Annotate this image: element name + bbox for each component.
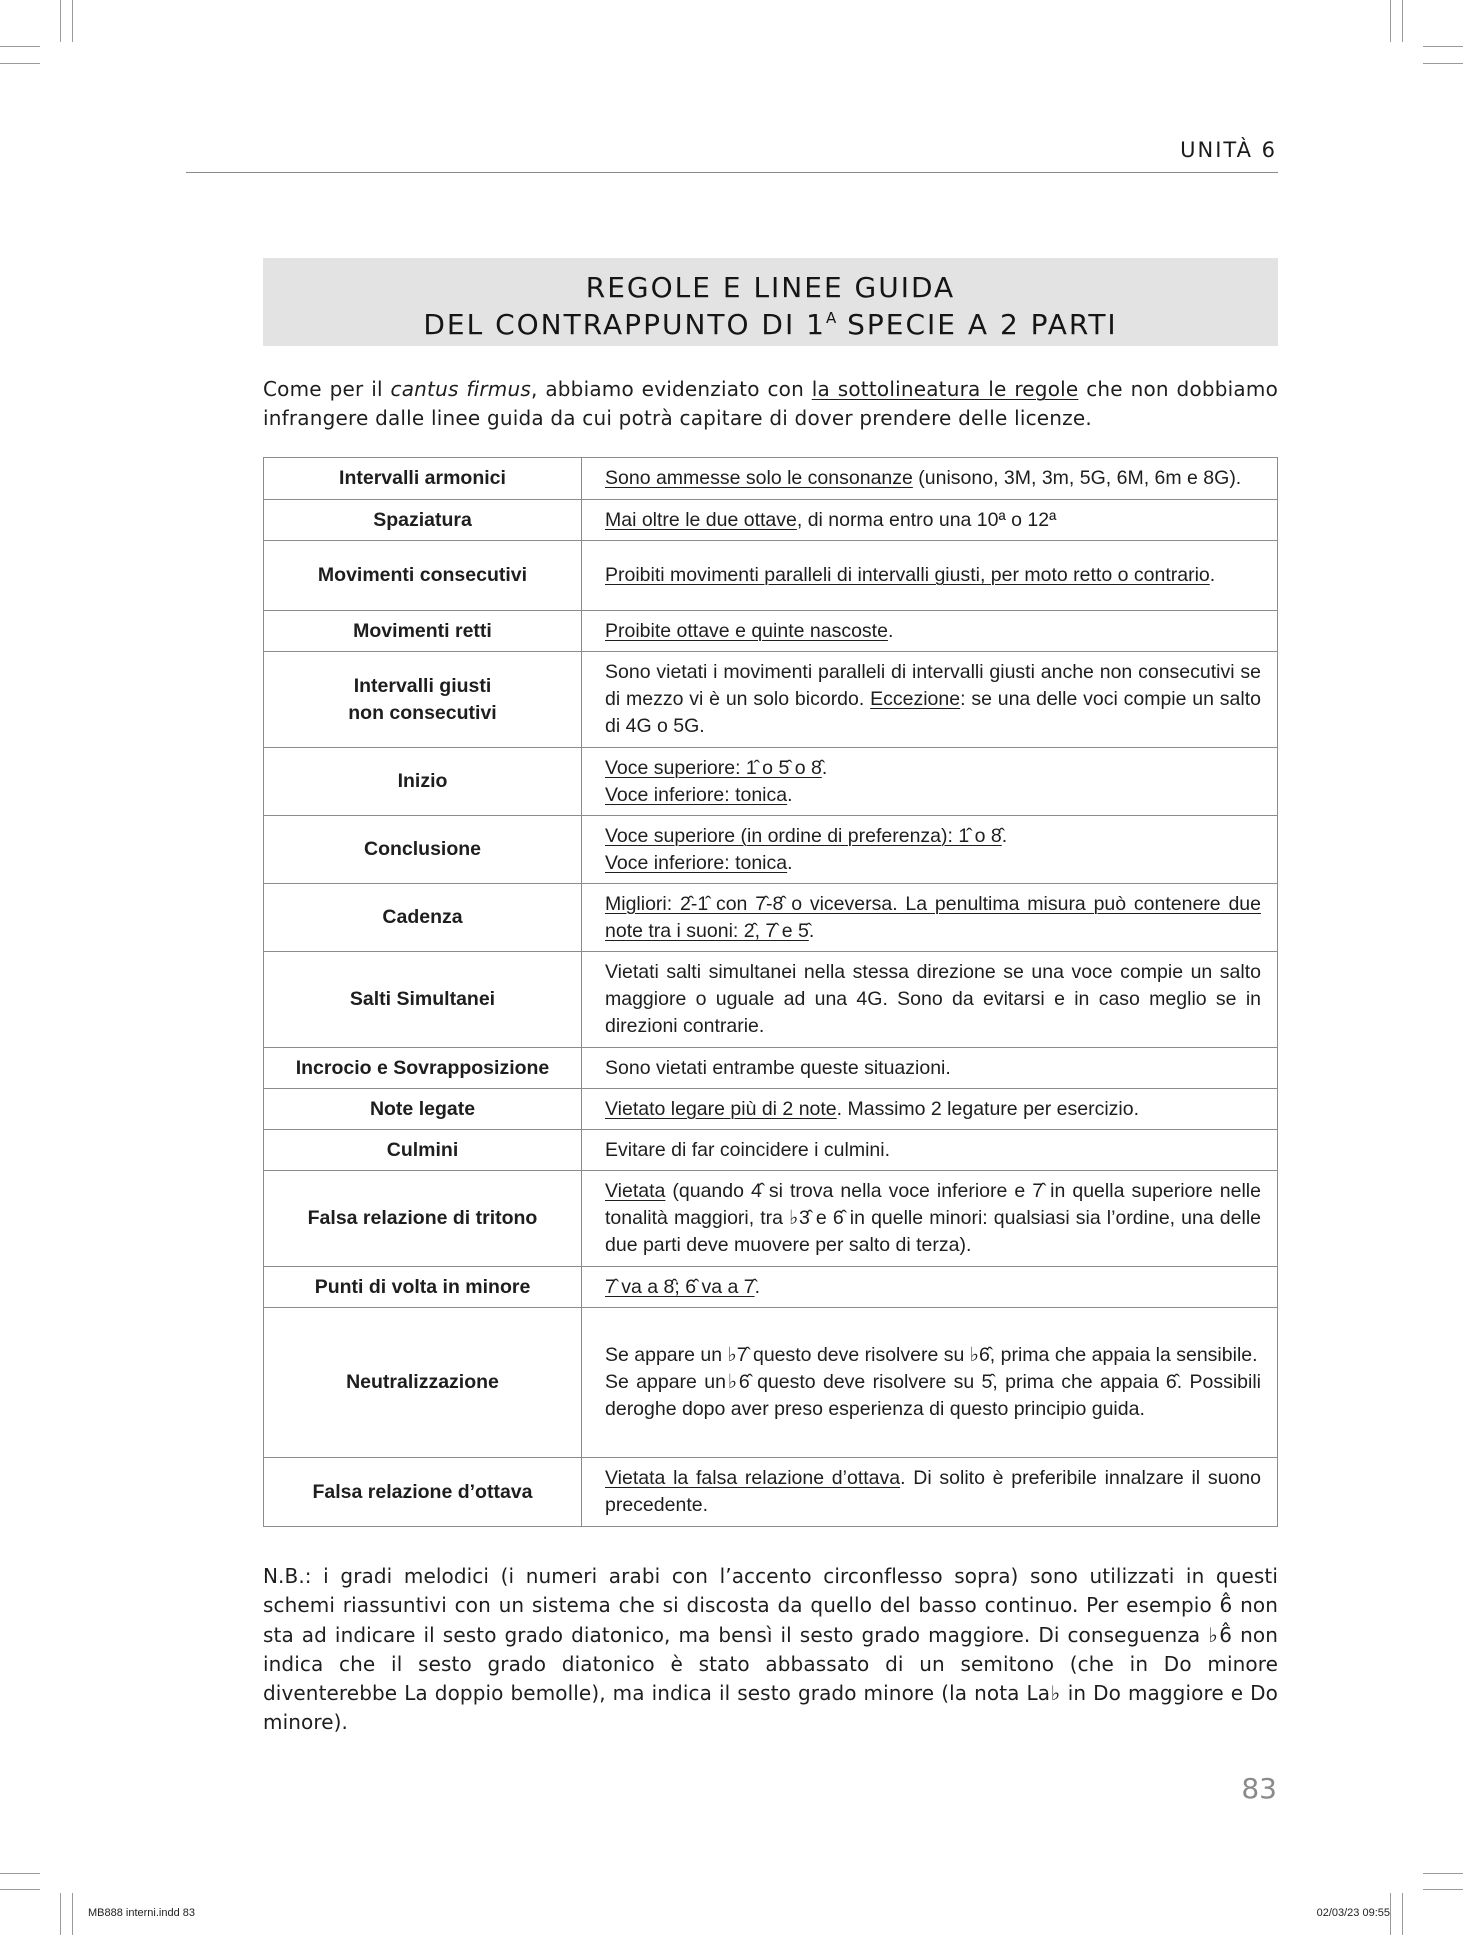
rule-description-run: Eccezione [870, 688, 961, 710]
title-line-2 [263, 303, 1278, 340]
title-line-2-text: DEL CONTRAPPUNTO DI 1 [423, 308, 826, 341]
crop-mark [1423, 46, 1463, 47]
header-divider [186, 172, 1278, 173]
rule-name: Conclusione [264, 816, 582, 884]
rule-name: Intervalli armonici [264, 458, 582, 500]
rule-row [264, 1089, 1278, 1130]
rule-description-run: . [787, 783, 793, 806]
rule-description-run: Vietati salti simultanei nella stessa direzione se una voce compie un salto maggiore o uguale ad una 4G. Sono da evitarsi e in caso meglio se in direzioni contrarie. [605, 961, 1261, 1037]
crop-mark [1423, 1889, 1463, 1890]
rules-table [263, 457, 1278, 1527]
nb-note: N.B.: i gradi melodici (i numeri arabi con l’accento circonflesso sopra) sono utilizzati in questi schemi riassuntivi con un sistema che si discosta da quello del basso continuo. Per esempio 6̂ non sta ad indicare il sesto grado diatonico, ma bensì il sesto grado maggiore. Di conseguenza ♭6̂ non indica che il sesto grado diatonico è stato abbassato di un semitono (che in Do minore diventerebbe La doppio bemolle), ma indica il sesto grado minore (la nota La♭ in Do maggiore e Do minore). [263, 1564, 1278, 1735]
rule-name: Movimenti retti [264, 611, 582, 652]
running-header: UNITÀ 6 [1180, 138, 1277, 162]
crop-mark [72, 0, 73, 42]
rule-description-run: (quando 4̂ si trova nella voce inferiore e 7̂ in quella superiore nelle tonalità maggiori, tra ♭3̂ e 6̂ in quelle minori: qualsiasi sia l’ordine, una delle due parti deve muovere per salto di terza). [605, 1180, 1261, 1256]
footer-date: 02/03/23 09:55 [1316, 1907, 1390, 1919]
footer-filename: MB888 interni.indd 83 [88, 1907, 196, 1919]
rule-description-run: (unisono, 3M, 3m, 5G, 6M, 6m e 8G). [912, 467, 1242, 489]
crop-mark [72, 1893, 73, 1935]
rule-name: Falsa relazione d’ottava [264, 1458, 582, 1527]
rule-name: Intervalli giusti non consecutivi [264, 652, 582, 748]
rule-row [264, 1308, 1278, 1458]
rule-name: Spaziatura [264, 500, 582, 541]
rule-row [264, 884, 1278, 952]
crop-mark [1402, 1893, 1403, 1935]
rule-description [582, 541, 1278, 611]
intro-run: cantus firmus [390, 377, 531, 401]
rule-description-run: . [887, 619, 894, 642]
rule-row [264, 1171, 1278, 1267]
rule-description [582, 1267, 1278, 1308]
rule-name: Falsa relazione di tritono [264, 1171, 582, 1267]
rule-name: Culmini [264, 1130, 582, 1171]
section-title [263, 258, 1278, 346]
crop-mark [0, 63, 40, 64]
rule-description-run: Proibite ottave e quinte nascoste [605, 619, 888, 642]
rule-row [264, 1048, 1278, 1089]
rule-name: Neutralizzazione [264, 1308, 582, 1458]
rule-description [582, 1308, 1278, 1458]
rule-description-run: . [821, 756, 828, 779]
crop-mark [0, 46, 40, 47]
rule-description-run: . [787, 851, 793, 874]
rule-description [582, 884, 1278, 952]
rule-description-run: . [1209, 564, 1216, 586]
rule-name: Movimenti consecutivi [264, 541, 582, 611]
intro-run: la sottolineatura le regole [811, 377, 1079, 401]
rule-description [582, 652, 1278, 748]
rule-description [582, 816, 1278, 884]
rule-row [264, 1130, 1278, 1171]
crop-mark [60, 1893, 61, 1935]
rule-description-run: Vietato legare più di 2 note [605, 1097, 837, 1120]
rule-description-run: Mai oltre le due ottave [605, 508, 797, 531]
rule-description-run: 7̂ va a 8̂; 6̂ va a 7̂ [605, 1275, 755, 1298]
rule-description-run: Se appare un♭6̂ questo deve risolvere su 5̂, prima che appaia 6̂. Possibili deroghe dopo aver preso esperienza di questo principio guida. [605, 1371, 1261, 1420]
rule-description-run: Vietata la falsa relazione d’ottava [605, 1467, 901, 1489]
rule-name: Note legate [264, 1089, 582, 1130]
rule-description-run: Voce inferiore: tonica [605, 783, 788, 806]
title-line-1: REGOLE E LINEE GUIDA [585, 271, 956, 304]
rule-description-run: . [754, 1275, 761, 1298]
rule-description-run: Voce superiore: 1̂ o 5̂ o 8̂ [605, 756, 822, 779]
rule-description [582, 1130, 1278, 1171]
title-superscript: A [825, 309, 837, 327]
rule-row [264, 541, 1278, 611]
intro-run: che non dobbiamo infrangere dalle linee guida da cui potrà capitare di dover prendere delle licenze. [263, 377, 1278, 430]
rule-description-run: . [1001, 824, 1008, 847]
rule-description-run: . Massimo 2 legature per esercizio. [836, 1097, 1140, 1120]
rule-row [264, 652, 1278, 748]
page-number: 83 [1241, 1772, 1277, 1805]
rule-name: Inizio [264, 748, 582, 816]
rule-name: Cadenza [264, 884, 582, 952]
rule-description-run: Proibiti movimenti paralleli di intervalli giusti, per moto retto o contrario [605, 564, 1210, 586]
rule-name: Salti Simultanei [264, 952, 582, 1048]
crop-mark [0, 1873, 40, 1874]
rule-name: Incrocio e Sovrapposizione [264, 1048, 582, 1089]
crop-mark [60, 0, 61, 42]
title-line-2-end: SPECIE A 2 PARTI [836, 308, 1118, 341]
rule-row [264, 816, 1278, 884]
rule-row [264, 500, 1278, 541]
rule-description [582, 1048, 1278, 1089]
rule-description-run: Migliori: 2̂-1̂ con 7̂-8̂ o viceversa. La penultima misura può contenere due note tra i suoni: 2̂, 7̂ e 5̂ [605, 892, 1261, 942]
rule-description [582, 1171, 1278, 1267]
rule-description-run: Se appare un ♭7̂ questo deve risolvere su ♭6̂, prima che appaia la sensibile. [605, 1344, 1258, 1366]
rule-description-run: , di norma entro una 10ª o 12ª [796, 508, 1057, 531]
rule-description-run: . Di solito è preferibile innalzare il suono precedente. [605, 1467, 1261, 1516]
rule-description-run: Sono vietati i movimenti paralleli di intervalli giusti anche non consecutivi se di mezzo vi è un solo bicordo. [605, 661, 1261, 710]
intro-run: , abbiamo evidenziato con [530, 377, 812, 401]
rule-row [264, 952, 1278, 1048]
rule-description-run: . [808, 919, 815, 942]
rule-description [582, 1458, 1278, 1527]
rule-description-run: : se una delle voci compie un salto di 4G o 5G. [605, 688, 1261, 737]
crop-mark [1423, 63, 1463, 64]
rule-description [582, 500, 1278, 541]
rule-row [264, 748, 1278, 816]
rule-description-run: Sono vietati entrambe queste situazioni. [605, 1056, 951, 1079]
rule-description [582, 611, 1278, 652]
crop-mark [1390, 1893, 1391, 1935]
rule-description-run: Voce inferiore: tonica [605, 851, 788, 874]
rule-description [582, 458, 1278, 500]
crop-mark [1402, 0, 1403, 42]
rule-name: Punti di volta in minore [264, 1267, 582, 1308]
intro-paragraph [263, 375, 1278, 433]
crop-mark [1423, 1873, 1463, 1874]
rule-description [582, 748, 1278, 816]
rule-row [264, 1267, 1278, 1308]
rule-row [264, 458, 1278, 500]
rule-description [582, 1089, 1278, 1130]
crop-mark [0, 1889, 40, 1890]
rule-description-run: Sono ammesse solo le consonanze [605, 467, 913, 489]
rule-description-run: Voce superiore (in ordine di preferenza): 1̂ o 8̂ [605, 824, 1002, 847]
rule-row [264, 1458, 1278, 1527]
rule-row [264, 611, 1278, 652]
rule-description-run: Vietata [605, 1180, 666, 1202]
crop-mark [1390, 0, 1391, 42]
rule-description-run: Evitare di far coincidere i culmini. [605, 1138, 891, 1161]
intro-run: Come per il [263, 377, 391, 401]
rule-description [582, 952, 1278, 1048]
